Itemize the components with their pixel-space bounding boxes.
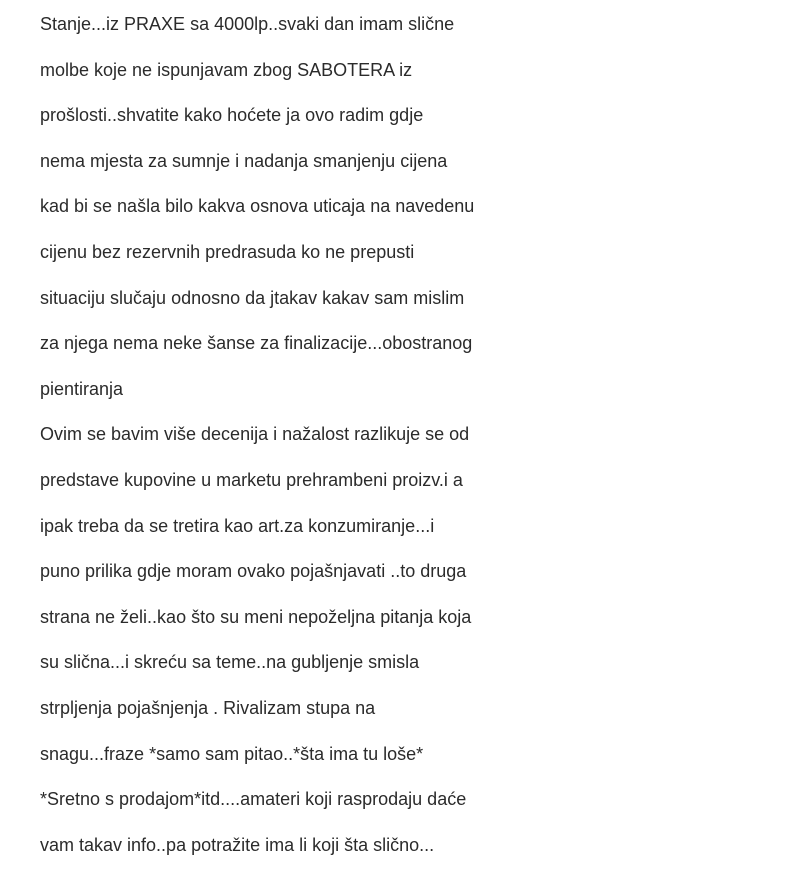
comment-line-6: cijenu bez rezervnih predrasuda ko ne prepusti	[40, 241, 415, 262]
comment-line-16: strpljenja pojašnjenja . Rivalizam stupa na	[40, 697, 376, 718]
comment-line-18: *Sretno s prodajom*itd....amateri koji rasprodaju daće	[40, 789, 467, 810]
comment-line-5: kad bi se našla bilo kakva osnova uticaja na navedenu	[40, 196, 475, 217]
comment-line-12: ipak treba da se tretira kao art.za konzumiranje...i	[40, 515, 435, 536]
comment-line-4: nema mjesta za sumnje i nadanja smanjenju cijena	[40, 150, 448, 171]
comment-line-7: situaciju slučaju odnosno da jtakav kakav sam mislim	[40, 287, 465, 308]
comment-line-14: strana ne želi..kao što su meni nepoželjna pitanja koja	[40, 606, 472, 627]
comment-line-15: su slična...i skreću sa teme..na gubljenje smisla	[40, 652, 420, 673]
comment-line-9: pientiranja	[40, 378, 124, 399]
comment-line-1: Stanje...iz PRAXE sa 4000lp..svaki dan imam slične	[40, 14, 455, 34]
comment-line-3: prošlosti..shvatite kako hoćete ja ovo radim gdje	[40, 105, 424, 126]
comment-line-17: snagu...fraze *samo sam pitao..*šta ima tu loše*	[40, 743, 424, 764]
comment-body[interactable]	[40, 2, 800, 868]
comment-line-13: puno prilika gdje moram ovako pojašnjavati ..to druga	[40, 561, 467, 582]
comment-line-11: predstave kupovine u marketu prehrambeni proizv.i a	[40, 469, 463, 490]
comment-line-8: za njega nema neke šanse za finalizacije...obostranog	[40, 333, 473, 354]
comment-line-10: Ovim se bavim više decenija i nažalost razlikuje se od	[40, 424, 470, 445]
comment-line-2: molbe koje ne ispunjavam zbog SABOTERA iz	[40, 59, 413, 80]
comment-line-19: vam takav info..pa potražite ima li koji šta slično...	[40, 834, 435, 855]
